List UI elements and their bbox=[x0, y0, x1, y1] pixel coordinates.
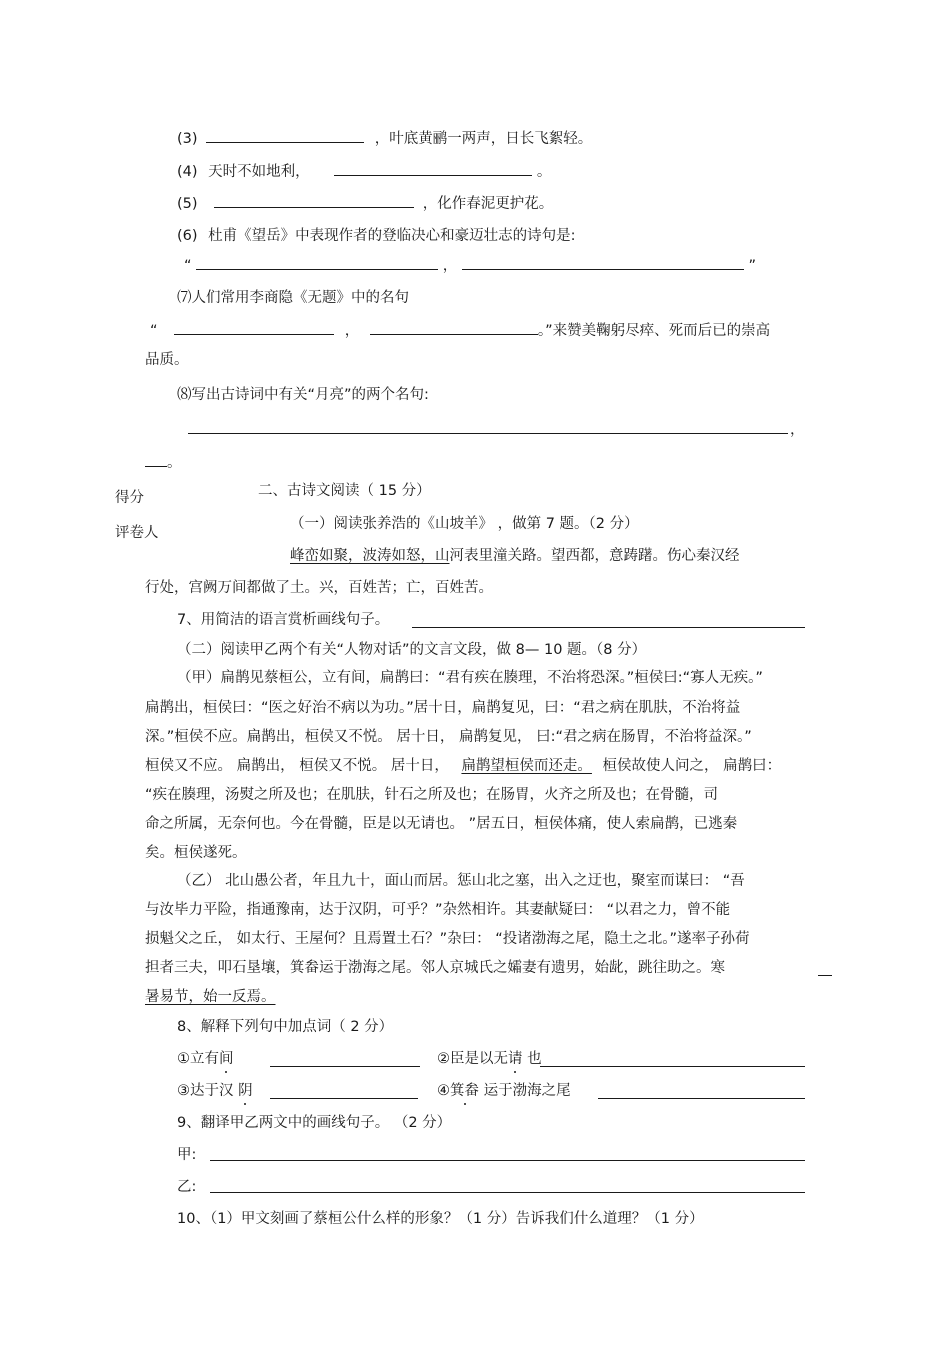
answer-blank[interactable] bbox=[145, 452, 167, 467]
part2-intro: （二）阅读甲乙两个有关“人物对话”的文言文段，做 8— 10 题。（8 分） bbox=[177, 642, 647, 658]
answer-blank[interactable] bbox=[188, 433, 788, 434]
q8-item-2: ②臣是以无请 也 bbox=[437, 1051, 542, 1067]
poem-line-2: 行处，宫阙万间都做了土。兴，百姓苦；亡，百姓苦。 bbox=[145, 580, 493, 596]
passage-jia-line: （甲）扁鹊见蔡桓公，立有间，扁鹊曰：“君有疾在腠理，不治将恐深。”桓侯曰:“寡人无疾。” bbox=[177, 670, 763, 686]
question-9-title: 9、翻译甲乙两文中的画线句子。 （2 分） bbox=[177, 1115, 452, 1131]
dotted-word: 间 bbox=[219, 1051, 234, 1067]
answer-blank[interactable] bbox=[270, 1066, 420, 1067]
answer-blank[interactable] bbox=[598, 1098, 805, 1099]
answer-blank[interactable] bbox=[210, 1192, 805, 1193]
question-7-answer-line: “ ， 。”来赞美鞠躬尽瘁、死而后已的崇高 bbox=[150, 320, 770, 341]
question-7-fill: ⑺人们常用李商隐《无题》中的名句 bbox=[177, 290, 409, 306]
dotted-word: 箕畚 bbox=[450, 1083, 479, 1099]
passage-jia-line: 矣。桓侯遂死。 bbox=[145, 845, 247, 861]
score-label: 得分 bbox=[115, 490, 144, 506]
underlined-poem-text: 峰峦如聚，波涛如怒，山 bbox=[290, 548, 450, 564]
question-4: (4) 天时不如地利， 。 bbox=[177, 161, 551, 182]
passage-yi-line: 担者三夫，叩石垦壤，箕畚运于渤海之尾。邻人京城氏之孀妻有遗男，始龀，跳往助之。寒 bbox=[145, 960, 725, 976]
question-3: (3) ，叶底黄鹂一两声，日长飞絮轻。 bbox=[177, 128, 592, 149]
question-10: 10、（1）甲文刻画了蔡桓公什么样的形象？（1 分）告诉我们什么道理？（1 分） bbox=[177, 1211, 704, 1227]
answer-blank[interactable] bbox=[540, 1066, 805, 1067]
dotted-word: 请 bbox=[508, 1051, 523, 1067]
q9-jia-label: 甲: bbox=[177, 1147, 197, 1163]
section-heading: 二、古诗文阅读（ 15 分） bbox=[258, 483, 431, 499]
answer-blank[interactable] bbox=[174, 320, 334, 335]
answer-blank[interactable] bbox=[206, 128, 364, 143]
poem-line-1: 峰峦如聚，波涛如怒，山河表里潼关路。望西都，意踌躇。伤心秦汉经 bbox=[290, 548, 740, 564]
underlined-sentence-jia: 扁鹊望桓侯而还走。 bbox=[461, 758, 592, 774]
passage-jia-line: 扁鹊出，桓侯曰：“医之好治不病以为功。”居十日，扁鹊复见，曰：“君之病在肌肤，不治将益 bbox=[145, 700, 741, 716]
answer-blank[interactable] bbox=[210, 1160, 805, 1161]
answer-blank[interactable] bbox=[270, 1098, 418, 1099]
passage-yi-line bbox=[145, 987, 276, 1007]
passage-jia-line: 深。”桓侯不应。扁鹊出，桓侯又不悦。 居十日， 扁鹊复见， 曰:“君之病在肠胃，不治将益深。” bbox=[145, 729, 752, 745]
q8-item-4: ④箕畚 运于渤海之尾 bbox=[437, 1083, 571, 1099]
comma: ， bbox=[790, 422, 805, 438]
passage-jia-line: 命之所属，无奈何也。今在骨髓，臣是以无请也。 ”居五日，桓侯体痛，使人索扁鹊，已逃秦 bbox=[145, 816, 738, 832]
answer-blank[interactable] bbox=[196, 255, 438, 270]
passage-yi-line: （乙） 北山愚公者，年且九十，面山而居。惩山北之塞，出入之迂也，聚室而谋曰： “吾 bbox=[177, 873, 745, 889]
passage-yi-line: 与汝毕力平险，指通豫南，达于汉阴，可乎？”杂然相许。其妻献疑曰： “以君之力，曾不能 bbox=[145, 902, 731, 918]
answer-blank[interactable] bbox=[370, 320, 538, 335]
dotted-word: 阴 bbox=[238, 1083, 253, 1099]
answer-blank[interactable] bbox=[334, 161, 532, 176]
answer-blank[interactable] bbox=[412, 627, 805, 628]
passage-jia-line: 桓侯又不应。 扁鹊出， 桓侯又不悦。 居十日， 扁鹊望桓侯而还走。 桓侯故使人问之， 扁鹊曰： bbox=[145, 758, 782, 774]
passage-jia-line: “疾在腠理，汤熨之所及也；在肌肤，针石之所及也；在肠胃，火齐之所及也；在骨髓，司 bbox=[145, 787, 719, 803]
answer-blank[interactable] bbox=[214, 193, 414, 208]
q8-item-1: ①立有间 bbox=[177, 1051, 234, 1067]
question-8-moon: ⑻写出古诗词中有关“月亮”的两个名句: bbox=[177, 387, 429, 403]
passage-yi-line: 损魁父之丘， 如太行、王屋何？且焉置土石？”杂曰： “投诸渤海之尾，隐土之北。”遂率子孙荷 bbox=[145, 931, 750, 947]
question-6-answer-line: “ ， ” bbox=[184, 255, 756, 276]
question-5: (5) ，化作春泥更护花。 bbox=[177, 193, 553, 214]
question-7-appreciation: 7、用简洁的语言赏析画线句子。 bbox=[177, 612, 390, 628]
question-8-end: 。 bbox=[145, 452, 182, 473]
q9-yi-label: 乙: bbox=[177, 1179, 197, 1195]
grader-label: 评卷人 bbox=[115, 525, 159, 541]
answer-blank[interactable] bbox=[462, 255, 744, 270]
question-6: (6) 杜甫《望岳》中表现作者的登临决心和豪迈壮志的诗句是: bbox=[177, 228, 576, 244]
question-8-title: 8、解释下列句中加点词（ 2 分） bbox=[177, 1019, 394, 1035]
question-7-continuation: 品质。 bbox=[145, 352, 189, 368]
q8-item-3: ③达于汉 阴 bbox=[177, 1083, 253, 1099]
underlined-sentence-yi: 暑易节，始一反焉。 bbox=[145, 989, 276, 1005]
part1-intro: （一）阅读张养浩的《山坡羊》 ，做第 7 题。（2 分） bbox=[290, 516, 639, 532]
underline-mark bbox=[818, 975, 832, 976]
